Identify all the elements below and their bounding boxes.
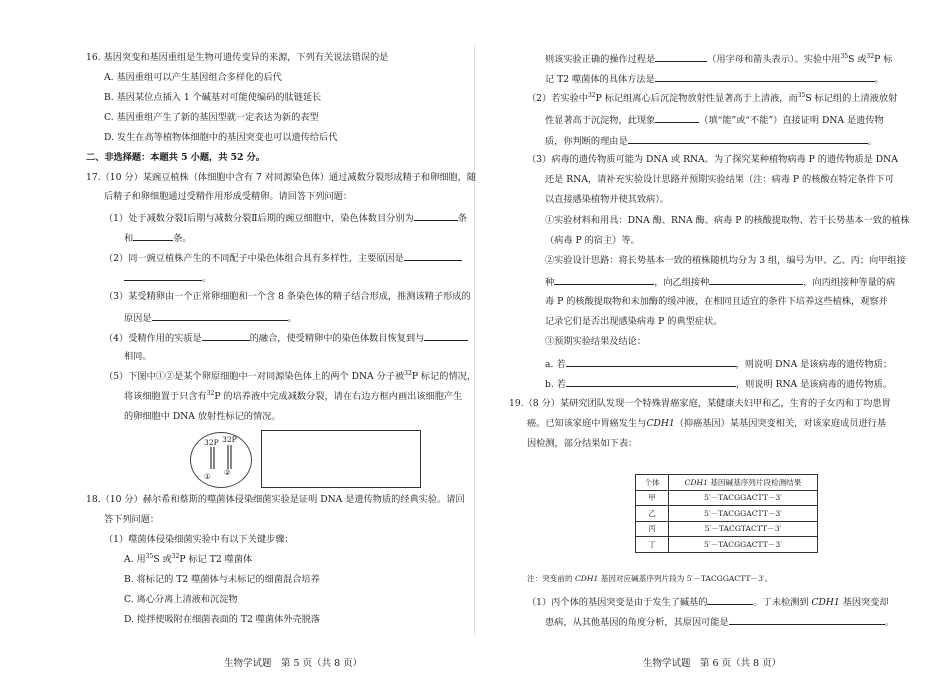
isotope-superscript: 35 [797,92,806,99]
q17-part4-line2: 相同。 [124,351,152,362]
table-row [636,521,818,537]
header-sequence [669,475,818,491]
q18-result-b [545,376,892,391]
q18-materials-line1: ①实验材料和用具：DNA 酶、RNA 酶、病毒 P 的核酸提取物、若干长势基本一致的植株 [545,215,910,226]
q19-stem-line3: 因检测，部分结果如下表： [527,438,638,449]
q17-part4-line1 [104,330,468,345]
text: 基因对应碱基序列片段为 5′－TACGGACTT－3′。 [598,574,773,583]
q17-part1-unit2: 条。 [173,233,192,244]
cell-sequence: 5′－TACGGACTT－3′ [669,537,818,553]
q17-stem-line1: 17.（10 分）某豌豆植株（体细胞中含有 7 对同源染色体）通过减数分裂形成精子和卵细胞，随 [86,172,477,183]
table-row [636,537,818,553]
text: a. 若 [545,359,566,370]
text: ，向乙组接种 [654,277,710,288]
q19-stem-line2 [527,417,886,430]
answer-blank[interactable] [414,210,458,221]
q17-part3-end: 。 [287,313,297,324]
answer-blank[interactable] [152,310,288,321]
table-header-row [636,475,818,491]
gene-name: CDH1 [811,597,840,608]
q16-option-d: D. 发生在高等植物体细胞中的基因突变也可以遗传给后代 [104,132,338,143]
answer-blank[interactable] [628,133,868,144]
text: P 标 [874,54,893,65]
q18-result-a [545,356,892,371]
q17-part5-line3: 的卵细胞中 DNA 放射性标记的情况。 [124,411,281,422]
answer-blank[interactable] [124,270,202,281]
text: ，则说明 RNA 是该病毒的遗传物质。 [735,379,892,390]
page-divider [474,45,475,635]
q17-part1-unit: 条 [457,213,467,224]
q18-r-line3 [527,92,897,105]
page-footer-left: 生物学试题 第 5 页（共 8 页） [224,658,363,669]
answer-blank[interactable] [404,250,462,261]
q18-part3-line2: 还是 RNA，请补充实验设计思路并预期实验结果（注：病毒 P 的核酸在特定条件下可 [545,174,894,185]
q18-stem-line2: 答下列问题： [104,514,160,525]
q17-part5-text2: 将该细胞置于只含有 [124,391,207,402]
text: 则该实验正确的操作过程是 [545,54,656,65]
isotope-superscript: 32 [866,53,875,60]
dna-label-2: ② [224,468,231,477]
cell-individual: 丙 [636,521,669,537]
dna-sequence-table [635,474,818,553]
q17-part2-text: （2）同一豌豆植株产生的不同配子中染色体组合具有多样性，主要原因是 [104,253,404,264]
section-2-heading: 二、非选择题：本题共 5 小题，共 52 分。 [86,152,265,163]
gene-name: CDH1 [574,574,599,583]
answer-blank[interactable] [707,594,753,605]
answer-blank[interactable] [655,112,699,123]
text: 患病，从其他基因的角度分析，其原因可能是 [545,617,729,628]
table-row [636,490,818,506]
gene-name: CDH1 [646,418,675,429]
header-individual: 个体 [636,475,669,491]
page-footer-right: 生物学试题 第 6 页（共 8 页） [643,658,782,669]
text: 种 [545,277,555,288]
text: （抑癌基因）某基因突变相关，对该家庭成员进行基 [674,418,887,429]
cell-circle-figure [190,432,252,488]
drawing-answer-box[interactable] [261,430,421,488]
q18-design-line2 [545,274,895,289]
cell-sequence: 5′－TACGGACTT－3′ [669,506,818,522]
q17-part1-line1 [104,210,467,225]
table-note [527,572,772,585]
text: （用字母和箭头表示）。实验中用 [707,54,841,65]
q17-part3-line1: （3）某受精卵由一个正常卵细胞和一个含 8 条染色体的精子结合形成，推测该精子形成的 [104,291,471,302]
q18-stem-line1: 18.（10 分）赫尔希和蔡斯的噬菌体侵染细菌实验是证明 DNA 是遗传物质的经典实验。请回 [86,494,465,505]
text: S 标记组的上清液放射 [805,93,898,104]
q18-step-d: D. 搅拌使吸附在细菌表面的 T2 噬菌体外壳脱落 [124,614,321,625]
answer-blank[interactable] [655,51,707,62]
text: 癌。已知该家庭中胃癌发生与 [527,418,647,429]
text: ，向丙组接种等量的病 [803,277,896,288]
q17-part2-line2 [124,270,211,285]
text: 。 [874,74,884,85]
text: （1）丙个体的基因突变是由于发生了碱基的 [527,597,708,608]
answer-blank[interactable] [655,71,875,82]
q18-r-line2 [545,71,884,86]
text: P 标记组离心后沉淀物放射性显著高于上清液，而 [595,93,798,104]
q16-option-a: A. 基因重组可以产生基因组合多样化的后代 [104,72,282,83]
q17-part1-line2 [124,230,192,245]
q16-option-b: B. 基因某位点插入 1 个碱基对可能使编码的肽链延长 [104,92,322,103]
text: 。 [867,136,877,147]
isotope-superscript: 32 [171,553,180,560]
step-a-text: A. 用 [124,554,146,565]
gene-name: CDH1 [684,477,708,487]
q18-step-a [124,553,252,566]
answer-blank[interactable] [554,274,654,285]
text: （2）若实验中 [527,93,588,104]
q17-part2-end: 。 [202,273,212,284]
q18-r-line5 [545,133,877,148]
cell-individual: 甲 [636,490,669,506]
q18-results-heading: ③预期实验结果及结论： [545,336,647,347]
q19-part1-line2 [545,614,894,629]
q17-part5-text: （5）下图中①②是某个卵原细胞中一对同源染色体上的两个 DNA 分子被 [104,371,405,382]
q17-part5-line1 [104,370,476,383]
q17-part3-line2 [124,310,297,325]
step-a-end: P 标记 T2 噬菌体 [179,554,253,565]
q17-part5-text2-end: P 的培养液中完成减数分裂，请在右边方框内画出该细胞产生 [214,391,463,402]
answer-blank[interactable] [133,230,173,241]
text: b. 若 [545,379,566,390]
text: S 或 [848,54,867,65]
step-a-mid: S 或 [153,554,172,565]
q17-part1-text: （1）处于减数分裂Ⅰ后期与减数分裂Ⅱ后期的豌豆细胞中，染色体数目分别为 [104,213,414,224]
text: ，则说明 DNA 是该病毒的遗传物质； [735,359,893,370]
text: 。丁未检测到 [753,597,812,608]
q17-part4-mid: 的融合，使受精卵中的染色体数目恢复到与 [249,333,425,344]
table-row [636,506,818,522]
isotope-superscript: 32 [587,92,596,99]
answer-blank[interactable] [566,356,736,367]
q18-part1: （1）噬菌体侵染细菌实验中有以下关键步骤： [104,534,294,545]
cell-individual: 丁 [636,537,669,553]
q19-part1-line1 [527,594,889,609]
q18-design-line1: ②实验设计思路：将长势基本一致的植株随机均分为 3 组，编号为甲、乙、丙；向甲组接 [545,255,906,266]
q17-part2-line1 [104,250,462,265]
text: 注：突变前的 [527,574,575,583]
q18-part3-line3: 以直接感染植物并使其致病）。 [545,194,670,205]
answer-blank[interactable] [566,376,736,387]
text: 质，你判断的理由是 [545,136,628,147]
q18-r-line1 [545,51,892,66]
q18-r-line4 [545,112,884,127]
cell-sequence: 5′－TACGTACTT－3′ [669,521,818,537]
q17-part1-and: 和 [124,233,134,244]
q18-part3-line1: （3）病毒的遗传物质可能为 DNA 或 RNA。为了探究某种植物病毒 P 的遗传物质是 DNA [527,154,898,165]
isotope-mark-1: 32P [204,438,219,447]
q18-step-b: B. 将标记的 T2 噬菌体与未标记的细菌混合培养 [124,574,320,585]
header-text: 基因碱基序列片段检测结果 [707,477,802,487]
q18-design-line3: 毒 P 的核酸提取物和未加酶的缓冲液，在相同且适宜的条件下培养这些植株，观察并 [545,296,888,307]
q18-step-c: C. 离心分离上清液和沉淀物 [124,594,238,605]
q16-stem: 16. 基因突变和基因重组是生物可遗传变异的来源，下列有关说法错误的是 [86,52,389,63]
isotope-mark-2: 32P [222,435,237,444]
q16-option-c: C. 基因重组产生了新的基因型就一定表达为新的表型 [104,112,319,123]
chromosome-diagram [191,433,251,487]
answer-blank[interactable] [202,330,250,341]
q17-part4-text: （4）受精作用的实质是 [104,333,202,344]
text: 基因突变却 [839,597,889,608]
isotope-superscript: 35 [840,53,849,60]
isotope-superscript: 32 [404,370,412,377]
text: 记 T2 噬菌体的具体方法是 [545,74,655,85]
q17-part5-line2 [124,390,462,403]
answer-blank[interactable] [729,614,885,625]
text: 性显著高于沉淀物，此现象 [545,115,656,126]
answer-blank[interactable] [424,330,468,341]
isotope-superscript: 35 [145,553,154,560]
q17-part5-text-end: P 标记的情况， [411,371,477,382]
text: （填“能”或“不能”）直接证明 DNA 是遗传物 [699,115,884,126]
q19-stem-line1: 19.（8 分）某研究团队发现一个特殊胃癌家庭，某健康夫妇甲和乙，生育的子女丙和丁均患胃 [509,398,891,409]
text: 。 [884,617,894,628]
q17-part3-reason: 原因是 [124,313,152,324]
answer-blank[interactable] [709,274,803,285]
q17-stem-line2: 后精子和卵细胞通过受精作用形成受精卵。请回答下列问题： [104,191,353,202]
isotope-superscript: 32 [206,390,215,397]
cell-individual: 乙 [636,506,669,522]
cell-sequence: 5′－TACGGACTT－3′ [669,490,818,506]
q18-materials-line2: （病毒 P 的宿主）等。 [545,235,640,246]
q18-design-line4: 记录它们是否出现感染病毒 P 的典型症状。 [545,316,723,327]
dna-label-1: ① [204,472,211,481]
